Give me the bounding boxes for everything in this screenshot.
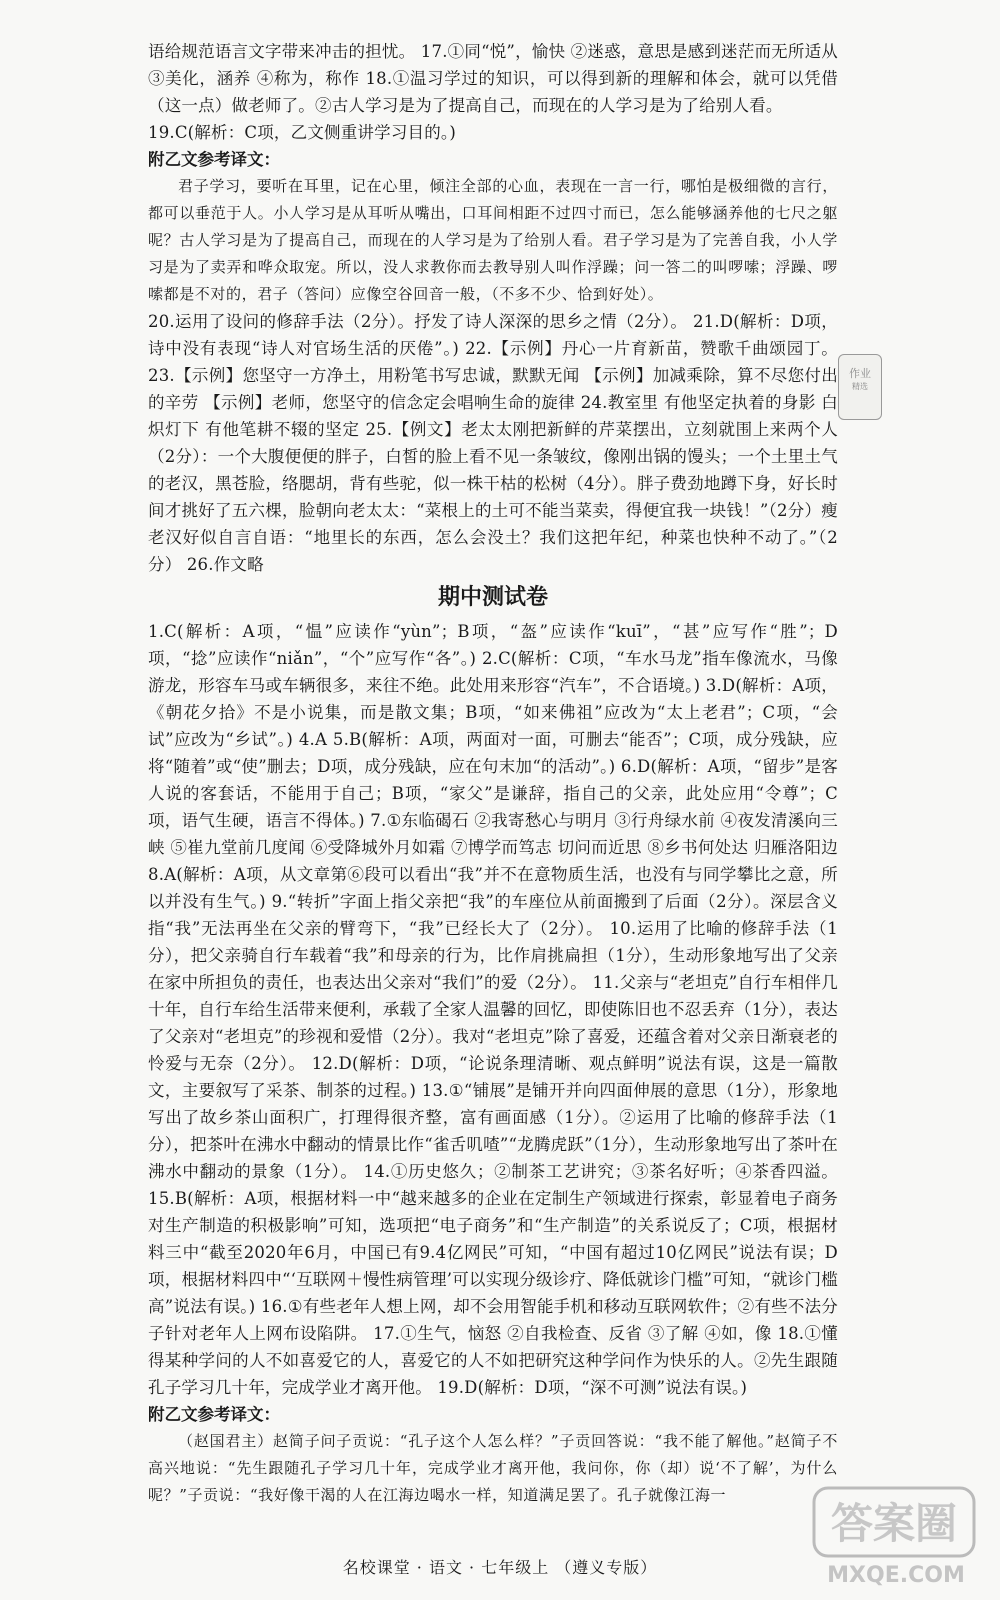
- watermark-logo: [808, 1470, 984, 1590]
- appendix-translation-1: 君子学习，要听在耳里，记在心里，倾注全部的心血，表现在一言一行，哪怕是极细微的言行，都可以垂范于人。小人学习是从耳听从嘴出，口耳间相距不过四寸而已，怎么能够涵养他的七尺之躯呢？古人学习是为了提高自己，而现在的人学习是为了给别人看。君子学习是为了完善自我，小人学习是为了卖弄和哗众取宠。所以，没人求教你而去教导别人叫作浮躁；问一答二的叫啰嗦；浮躁、啰嗦都是不对的，君子（答问）应像空谷回音一般，（不多不少、恰到好处）。: [148, 177, 838, 303]
- stamp-text-1: 作业: [849, 367, 871, 380]
- stamp-mark: [838, 354, 882, 420]
- section-title-midterm: 期中测试卷: [437, 585, 548, 610]
- answer-19: 19.C(解析：C项，乙文侧重讲学习目的。): [148, 123, 457, 142]
- appendix-title-1: 附乙文参考译文：: [148, 150, 280, 169]
- stamp-text-2: 精选: [852, 382, 868, 391]
- watermark-text: 答案圈: [830, 1499, 958, 1548]
- top-answers: [148, 38, 838, 1509]
- midterm-answers: 1.C(解析：A项，“愠”应读作“yùn”；B项，“盔”应读作“kuī”，“甚”应写作“胜”；D项，“捻”应读作“niǎn”，“个”应写作“各”。) 2.C(解析：C项，“车水马龙”指车像流水，马像游龙，形容车马或车辆很多，来往不绝。此处用来形容“汽车”，不合语境。) 3.D(解析：A项，《朝花夕拾》不是小说集，而是散文集；B项，“如来佛祖”应改为“太上老君”；C项，“会试”应改为“乡试”。) 4.A 5.B(解析：A项，两面对一面，可删去“能否”；C项，成分残缺，应将“随着”或“使”删去；D项，成分残缺，应在句末加“的活动”。) 6.D(解析：A项，“留步”是客人说的客套话，不能用于自己；B项，“家父”是谦辞，指自己的父亲，此处应用“令尊”；C项，语气生硬，语言不得体。) 7.①东临碣石 ②我寄愁心与明月 ③行舟绿水前 ④夜发清溪向三峡 ⑤崔九堂前几度闻 ⑥受降城外月如霜 ⑦博学而笃志 切问而近思 ⑧乡书何处达 归雁洛阳边 8.A(解析：A项，从文章第⑥段可以看出“我”并不在意物质生活，也没有与同学攀比之意，所以并没有生气。) 9.“转折”字面上指父亲把“我”的车座位从前面搬到了后面（2分）。深层含义指“我”无法再坐在父亲的臂弯下，“我”已经长大了（2分）。 10.运用了比喻的修辞手法（1分），把父亲骑自行车载着“我”和母亲的行为，比作肩挑扁担（1分），生动形象地写出了父亲在家中所担负的责任，也表达出父亲对“我们”的爱（2分）。 11.父亲与“老坦克”自行车相伴几十年，自行车给生活带来便利，承载了全家人温馨的回忆，即使陈旧也不忍丢弃（1分），表达了父亲对“老坦克”的珍视和爱惜（2分）。我对“老坦克”除了喜爱，还蕴含着对父亲日渐衰老的怜爱与无奈（2分）。 12.D(解析：D项，“论说条理清晰、观点鲜明”说法有误，这是一篇散文，主要叙写了采茶、制茶的过程。) 13.①“铺展”是铺开并向四面伸展的意思（1分），形象地写出了故乡茶山面积广，打理得很齐整，富有画面感（1分）。②运用了比喻的修辞手法（1分），把茶叶在沸水中翻动的情景比作“雀舌叽喳”“龙腾虎跃”（1分），生动形象地写出了茶叶在沸水中翻动的景象（1分）。 14.①历史悠久；②制茶工艺讲究；③茶名好听；④茶香四溢。 15.B(解析：A项，根据材料一中“越来越多的企业在定制生产领域进行探索，彰显着电子商务对生产制造的积极影响”可知，选项把“电子商务”和“生产制造”的关系说反了；C项，根据材料三中“截至2020年6月，中国已有9.4亿网民”可知，“中国有超过10亿网民”说法有误；D项，根据材料四中“‘互联网＋慢性病管理’可以实现分级诊疗、降低就诊门槛”可知，“就诊门槛高”说法有误。) 16.①有些老年人想上网，却不会用智能手机和移动互联网软件；②有些不法分子针对老年人上网布设陷阱。 17.①生气，恼怒 ②自我检查、反省 ③了解 ④如，像 18.①懂得某种学问的人不如喜爱它的人，喜爱它的人不如把研究这种学问作为快乐的人。②先生跟随孔子学习几十年，完成学业才离开他。 19.D(解析：D项，“深不可测”说法有误。): [148, 622, 838, 1397]
- answers-17-18: 语给规范语言文字带来冲击的担忧。 17.①同“悦”，愉快 ②迷惑，意思是感到迷茫而无所适从 ③美化，涵养 ④称为，称作 18.①温习学过的知识，可以得到新的理解和体会，就可以凭借（这一点）做老师了。②古人学习是为了提高自己，而现在的人学习是为了给别人看。: [148, 42, 838, 115]
- appendix-translation-2: （赵国君主）赵简子问子贡说：“孔子这个人怎么样？”子贡回答说：“我不能了解他。”赵简子不高兴地说：“先生跟随孔子学习几十年，完成学业才离开他，我问你，你（却）说‘不了解’，为什么呢？”子贡说：“我好像干渴的人在江海边喝水一样，知道满足罢了。孔子就像江海一: [148, 1432, 838, 1504]
- appendix-title-2: 附乙文参考译文：: [148, 1405, 280, 1424]
- watermark-url: MXQE.COM: [827, 1563, 965, 1588]
- page-footer: 名校课堂 · 语文 · 七年级上 （遵义专版）: [342, 1558, 658, 1577]
- answers-20-26: 20.运用了设问的修辞手法（2分）。抒发了诗人深深的思乡之情（2分）。 21.D(解析：D项，诗中没有表现“诗人对官场生活的厌倦”。) 22.【示例】丹心一片育新苗，赞歌千曲颂园丁。 23.【示例】您坚守一方净土，用粉笔书写忠诚，默默无闻 【示例】加减乘除，算不尽您付出的辛劳 【示例】老师，您坚守的信念定会唱响生命的旋律 24.教室里 有他坚定执着的身影 白炽灯下 有他笔耕不辍的坚定 25.【例文】老太太刚把新鲜的芹菜摆出，立刻就围上来两个人（2分）：一个大腹便便的胖子，白皙的脸上看不见一条皱纹，像刚出锅的馒头；一个土里土气的老汉，黑苍脸，络腮胡，背有些驼，似一株干枯的松树（4分）。胖子费劲地蹲下身，好长时间才挑好了五六棵，脸朝向老太太：“菜根上的土可不能当菜卖，得便宜我一块钱！”（2分）瘦老汉好似自言自语：“地里长的东西，怎么会没土？我们这把年纪，种菜也快种不动了。”（2分） 26.作文略: [148, 312, 838, 574]
